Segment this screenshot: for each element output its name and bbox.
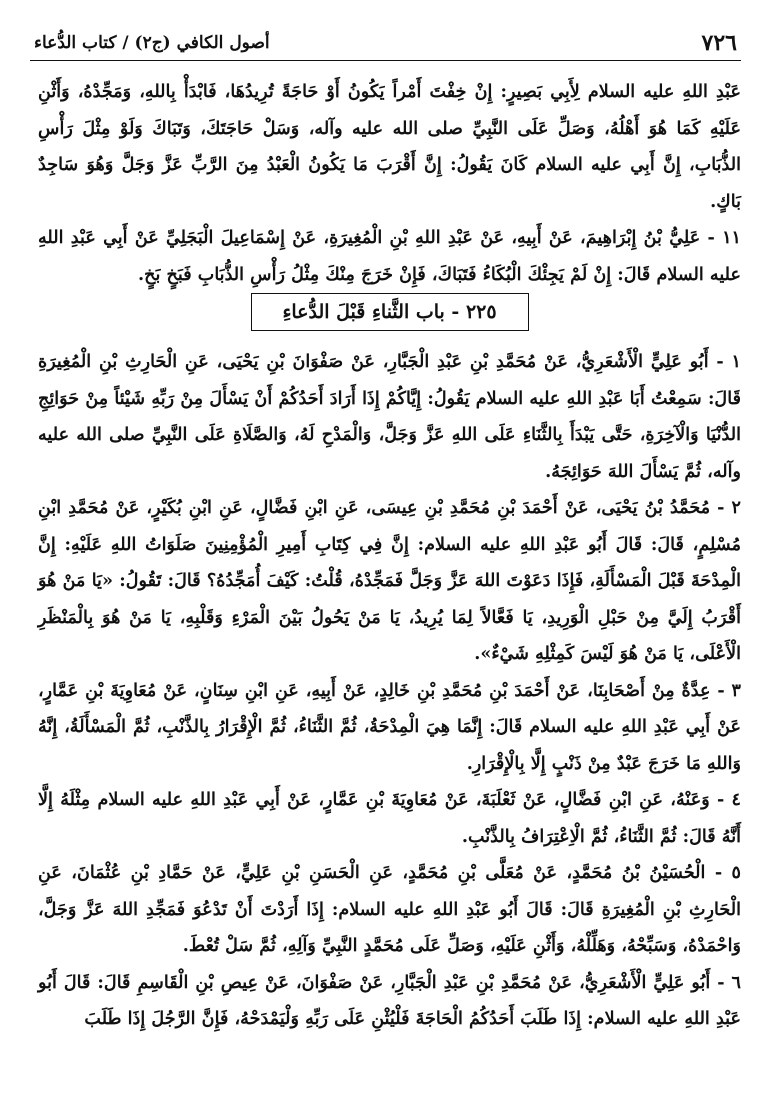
hadith-11: ١١ - عَلِيُّ بْنُ إِبْرَاهِيمَ، عَنْ أَبِيهِ، عَنْ عَبْدِ اللهِ بْنِ الْمُغِيرَةِ، عَنْ إِسْمَاعِيلَ الْبَجَلِيِّ عَنْ أَبِي عَبْدِ اللهِ عليه السلام قَالَ: إِنْ لَمْ يَجِئْكَ الْبُكَاءُ فَتَبَاكَ، فَإِنْ خَرَجَ مِنْكَ مِثْلُ رَأْسِ الذُّبَابِ فَبَخٍ بَخٍ. xyxy=(38,227,741,285)
chapter-heading-box xyxy=(251,293,529,331)
hadith-5: ٥ - الْحُسَيْنُ بْنُ مُحَمَّدٍ، عَنْ مُعَلَّى بْنِ مُحَمَّدٍ، عَنِ الْحَسَنِ بْنِ عَلِيٍّ، عَنْ حَمَّادِ بْنِ عُثْمَانَ، عَنِ الْحَارِثِ بْنِ الْمُغِيرَةِ قَالَ: قَالَ أَبُو عَبْدِ اللهِ عليه السلام: إِذَا أَرَدْتَ أَنْ تَدْعُوَ فَمَجِّدِ اللهَ عَزَّ وَجَلَّ، وَاحْمَدْهُ، وَسَبِّحْهُ، وَهَلِّلْهُ، وَأَثْنِ عَلَيْهِ، وَصَلِّ عَلَى مُحَمَّدٍ النَّبِيِّ وَآلِهِ، ثُمَّ سَلْ تُعْطَ. xyxy=(38,862,741,956)
page-number: ٧٢٦ xyxy=(701,30,737,56)
chapter-heading: ٢٢٥ - باب الثَّناءِ قَبْلَ الدُّعاءِ xyxy=(282,301,497,323)
running-title: أصول الكافي (ج٢) / كتاب الدُّعاء xyxy=(34,33,270,53)
hadith-2: ٢ - مُحَمَّدُ بْنُ يَحْيَى، عَنْ أَحْمَدَ بْنِ مُحَمَّدِ بْنِ عِيسَى، عَنِ ابْنِ فَضَّالٍ، عَنِ ابْنِ بُكَيْرٍ، عَنْ مُحَمَّدِ ابْنِ مُسْلِمٍ، قَالَ: قَالَ أَبُو عَبْدِ اللهِ عليه السلام: إِنَّ فِي كِتَابِ أَمِيرِ الْمُؤْمِنِينَ صَلَوَاتُ اللهِ عَلَيْهِ: إِنَّ الْمِدْحَةَ قَبْلَ الْمَسْأَلَةِ، فَإِذَا دَعَوْتَ اللهَ عَزَّ وَجَلَّ فَمَجِّدْهُ، قُلْتُ: كَيْفَ أُمَجِّدُهُ؟ قَالَ: تَقُولُ: «يَا مَنْ هُوَ أَقْرَبُ إِلَيَّ مِنْ حَبْلِ الْوَرِيدِ، يَا فَعَّالاً لِمَا يُرِيدُ، يَا مَنْ يَحُولُ بَيْنَ الْمَرْءِ وَقَلْبِهِ، يَا مَنْ هُوَ بِالْمَنْظَرِ الْأَعْلَى، يَا مَنْ هُوَ لَيْسَ كَمِثْلِهِ شَيْءٌ». xyxy=(38,497,741,664)
page-header xyxy=(30,30,741,61)
page-body xyxy=(38,74,741,1038)
hadith-4: ٤ - وَعَنْهُ، عَنِ ابْنِ فَضَّالٍ، عَنْ ثَعْلَبَةَ، عَنْ مُعَاوِيَةَ بْنِ عَمَّارٍ، عَنْ أَبِي عَبْدِ اللهِ عليه السلام مِثْلَهُ إِلَّا أَنَّهُ قَالَ: ثُمَّ الثَّنَاءُ، ثُمَّ الْاِعْتِرَافُ بِالذَّنْبِ. xyxy=(38,789,741,847)
hadith-3: ٣ - عِدَّةٌ مِنْ أَصْحَابِنَا، عَنْ أَحْمَدَ بْنِ مُحَمَّدِ بْنِ خَالِدٍ، عَنْ أَبِيهِ، عَنِ ابْنِ سِنَانٍ، عَنْ مُعَاوِيَةَ بْنِ عَمَّارٍ، عَنْ أَبِي عَبْدِ اللهِ عليه السلام قَالَ: إِنَّمَا هِيَ الْمِدْحَةُ، ثُمَّ الثَّنَاءُ، ثُمَّ الْإِقْرَارُ بِالذَّنْبِ، ثُمَّ الْمَسْأَلَةُ، إِنَّهُ وَاللهِ مَا خَرَجَ عَبْدٌ مِنْ ذَنْبٍ إِلَّا بِالْإِقْرَارِ. xyxy=(38,679,741,774)
hadith-6: ٦ - أَبُو عَلِيٍّ الْأَشْعَرِيُّ، عَنْ مُحَمَّدِ بْنِ عَبْدِ الْجَبَّارِ، عَنْ صَفْوَانَ، عَنْ عِيصِ بْنِ الْقَاسِمِ قَالَ: قَالَ أَبُو عَبْدِ اللهِ عليه السلام: إِذَا طَلَبَ أَحَدُكُمُ الْحَاجَةَ فَلْيُثْنِ عَلَى رَبِّهِ وَلْيَمْدَحْهُ، فَإِنَّ الرَّجُلَ إِذَا طَلَبَ xyxy=(38,971,741,1029)
continued-hadith: عَبْدِ اللهِ عليه السلام لِأَبِي بَصِيرٍ: إِنْ خِفْتَ أَمْراً يَكُونُ أَوْ حَاجَةً تُرِيدُهَا، فَابْدَأْ بِاللهِ، وَمَجِّدْهُ، وَأَثْنِ عَلَيْهِ كَمَا هُوَ أَهْلُهُ، وَصَلِّ عَلَى النَّبِيِّ صلى الله عليه وآله، وَسَلْ حَاجَتَكَ، وَتَبَاكَ وَلَوْ مِثْلَ رَأْسِ الذُّبَابِ، إِنَّ أَبِي عليه السلام كَانَ يَقُولُ: إِنَّ أَقْرَبَ مَا يَكُونُ الْعَبْدُ مِنَ الرَّبِّ عَزَّ وَجَلَّ وَهُوَ سَاجِدٌ بَاكٍ. xyxy=(38,81,741,212)
hadith-1: ١ - أَبُو عَلِيٍّ الْأَشْعَرِيُّ، عَنْ مُحَمَّدِ بْنِ عَبْدِ الْجَبَّارِ، عَنْ صَفْوَانَ بْنِ يَحْيَى، عَنِ الْحَارِثِ بْنِ الْمُغِيرَةِ قَالَ: سَمِعْتُ أَبَا عَبْدِ اللهِ عليه السلام يَقُولُ: إِيَّاكُمْ إِذَا أَرَادَ أَحَدُكُمْ أَنْ يَسْأَلَ مِنْ رَبِّهِ شَيْئاً مِنْ حَوَائِجِ الدُّنْيَا وَالْآخِرَةِ، حَتَّى يَبْدَأَ بِالثَّنَاءِ عَلَى اللهِ عَزَّ وَجَلَّ، وَالْمَدْحِ لَهُ، وَالصَّلَاةِ عَلَى النَّبِيِّ صلى الله عليه وآله، ثُمَّ يَسْأَلَ اللهَ حَوَائِجَهُ. xyxy=(38,351,741,482)
